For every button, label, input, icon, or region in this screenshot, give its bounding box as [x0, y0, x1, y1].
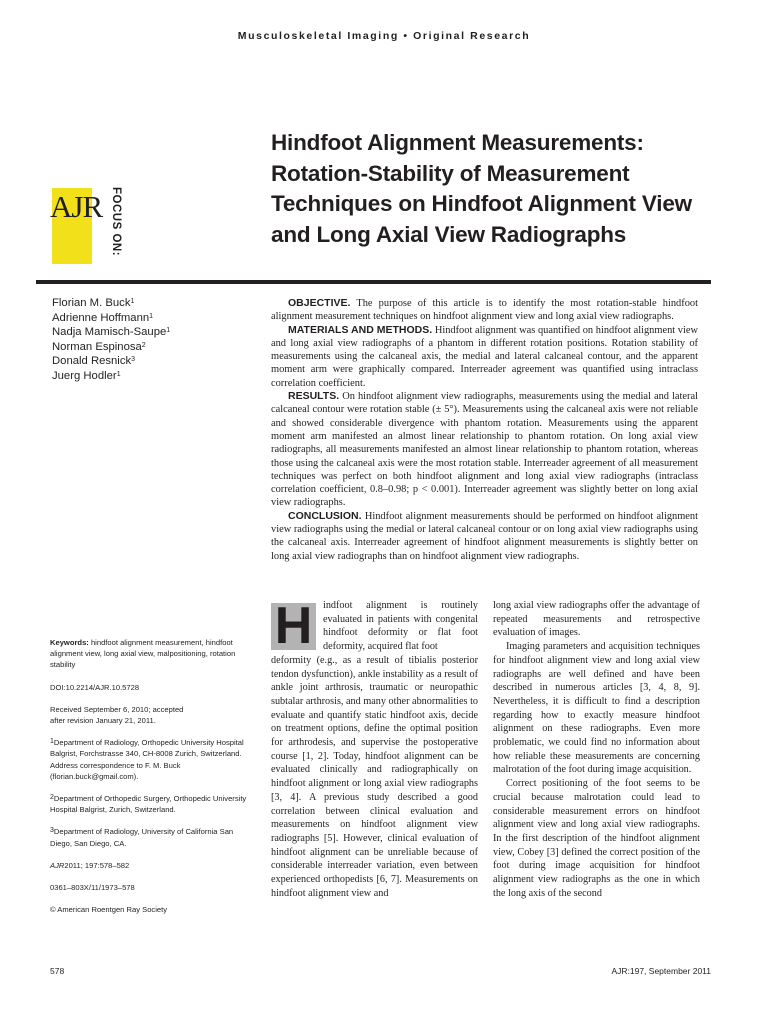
- abstract-text: The purpose of this article is to identify the most rotation-stable hindfoot alignment measurement techniques on hindfoot alignment view and long axial view radiographs.: [271, 298, 698, 323]
- keywords-text: hindfoot alignment measurement, hindfoot alignment view, long axial view, malpositioning, rotation stability: [50, 638, 236, 670]
- body-column-2: [493, 599, 700, 900]
- abstract-text: On hindfoot alignment view radiographs, measurements using the medial and lateral calcaneal contour were rotation stable (± 5°). Measurements using the calcaneal axis were not reliable and showed considerable divergence with phantom rotation. Measurements using the apparent moment arm manifested an almost linear relationship to phantom rotation. On long axial view radiographs, all measurements manifested an almost linear relationship to phantom rotation, whereas those using the calcaneal axis were the most rotation stable. Interreader agreement of all measurement techniques was perfect on both hindfoot alignment and long axial view radiographs (intraclass correlation coefficient, 0.8–0.98; p < 0.001). Interreader agreement was slightly better on long axial view radiographs.: [271, 391, 698, 509]
- affiliation-number: 2: [50, 794, 54, 802]
- citation-details: 2011; 197:578–582: [64, 860, 130, 870]
- body-paragraph: Correct positioning of the foot seems to be crucial because malrotation could lead to considerable measurement errors on hindfoot alignment view and long axial view radiographs. In the first description of the hindfoot alignment view, Cobey [3] defined the correct position of the foot during image acquisition for hindfoot alignment view radiographs as the one in which the long axis of the second: [493, 778, 700, 899]
- abstract-heading: OBJECTIVE.: [288, 297, 351, 309]
- body-paragraph: deformity (e.g., as a result of tibialis posterior tendon dysfunction), ankle instability as a result of ankle joint arthrosis, traumatic or neuropathic subtalar arthrosis, and many other abnormalities to evaluate and quantify static hindfoot axis, decide on treatment options, define the optimal position for arthrodesis, and supervise the postoperative course [1, 2]. Today, hindfoot alignment can be evaluated clinically and radiographically on hindfoot alignment or long axial view radiographs [3, 4]. A previous study described a good correlation between clinical evaluation and measurements on hindfoot alignment view radiographs [5]. However, clinical evaluation of hindfoot alignment can be unreliable because of considerable interreader variation, even between experienced orthopedists [6, 7]. Measurements on hindfoot alignment view and: [271, 654, 478, 899]
- article-title: Hindfoot Alignment Measurements: Rotation-Stability of Measurement Techniques on Hindfoot Alignment View and Long Axial View Radiographs: [271, 130, 692, 247]
- received-dates: [50, 704, 250, 726]
- page-number: 578: [50, 966, 65, 976]
- abstract-heading: RESULTS.: [288, 390, 340, 403]
- author-list: [52, 296, 252, 383]
- body-lead-paragraph: indfoot alignment is routinely evaluated in patients with congenital hindfoot deformity or flat foot deformity, acquired flat foot: [323, 600, 478, 653]
- citation: [50, 860, 250, 871]
- author-affiliation: 1: [149, 312, 154, 320]
- abstract-heading: MATERIALS AND METHODS.: [288, 323, 433, 336]
- author-affiliation: 1: [130, 298, 135, 305]
- affiliation-number: 1: [50, 738, 54, 746]
- doi: DOI:10.2214/AJR.10.5728: [50, 682, 140, 692]
- author-name: Florian M. Buck: [52, 297, 131, 309]
- abstract-text: Hindfoot alignment measurements should be performed on hindfoot alignment view radiographs using the medial or lateral calcaneal contour or on long axial view radiographs using the calcaneal axis. Interreader agreement of hindfoot alignment measurements is slightly better on long axial view radiographs than on hindfoot alignment view radiographs.: [271, 510, 698, 562]
- author-affiliation: 2: [141, 341, 146, 349]
- abstract-methods: [271, 324, 698, 390]
- affiliation-number: 3: [50, 827, 54, 835]
- affiliation-text: Department of Radiology, University of California San Diego, San Diego, CA.: [50, 827, 234, 848]
- author-affiliation: 1: [166, 327, 171, 334]
- citation-journal: AJR: [50, 860, 65, 870]
- abstract-heading: CONCLUSION.: [288, 509, 362, 522]
- journal-issue: AJR:197, September 2011: [611, 966, 711, 976]
- title-rule: [36, 280, 711, 284]
- author-affiliation: 1: [116, 370, 121, 378]
- copyright: © American Roentgen Ray Society: [50, 905, 168, 915]
- section-header: Musculoskeletal Imaging • Original Research: [237, 30, 531, 42]
- drop-cap: H: [271, 603, 316, 650]
- ajr-focus-logo: [52, 187, 122, 265]
- keywords: [50, 637, 250, 671]
- abstract-results: [271, 390, 698, 510]
- abstract-conclusion: [271, 510, 698, 563]
- author: [52, 296, 252, 311]
- author-name: Donald Resnick: [52, 355, 132, 367]
- received-line: Received September 6, 2010; accepted: [50, 704, 184, 714]
- revised-line: after revision January 21, 2011.: [50, 716, 156, 726]
- article-metadata: [50, 637, 250, 926]
- abstract-text: Hindfoot alignment was quantified on hindfoot alignment view and long axial view radiographs of a phantom in different rotation positions. Rotation stability of measurements using the calcaneal axis, the medial and lateral calcaneal contour, and the apparent moment arm were graphically compared. Interreader agreement was quantified using intraclass correlation coefficient.: [271, 324, 698, 389]
- keywords-label: Keywords:: [50, 638, 89, 647]
- author: [52, 369, 252, 384]
- logo-ajr-text: AJR: [50, 189, 103, 224]
- affiliation-1: [50, 737, 250, 782]
- abstract: [271, 297, 698, 563]
- author-name: Nadja Mamisch-Saupe: [52, 326, 167, 338]
- author-name: Norman Espinosa: [52, 340, 142, 353]
- issn: 0361–803X/11/1973–578: [50, 883, 135, 893]
- author-name: Adrienne Hoffmann: [52, 311, 150, 324]
- author: [52, 354, 252, 369]
- affiliation-3: [50, 826, 250, 848]
- body-column-1: [271, 599, 478, 900]
- author-affiliation: 3: [131, 356, 136, 363]
- author-name: Juerg Hodler: [52, 369, 117, 382]
- affiliation-text: Department of Orthopedic Surgery, Orthopedic University Hospital Balgrist, Zurich, Switzerland.: [50, 794, 247, 815]
- author: [52, 311, 252, 326]
- author: [52, 325, 252, 340]
- author: [52, 340, 252, 355]
- affiliation-2: [50, 793, 250, 815]
- abstract-objective: [271, 297, 698, 324]
- body-paragraph: long axial view radiographs offer the advantage of repeated measurements and retrospective evaluation of images.: [493, 600, 700, 639]
- body-paragraph: Imaging parameters and acquisition techniques for hindfoot alignment view and long axial view radiographs are well defined and have been described in numerous articles [3, 4, 8, 9]. Nevertheless, it is difficult to find a description regarding how to exactly measure hindfoot alignment on these radiographs. Even more problematic, we could find no information about how reliable these measurements are concerning malrotation of the foot during image acquisition.: [493, 641, 700, 776]
- affiliation-text: Department of Radiology, Orthopedic University Hospital Balgrist, Forchstrasse 340, CH-8008 Zurich, Switzerland. Address correspondence to F. M. Buck (florian.buck@gmail.com).: [50, 738, 244, 781]
- logo-focus-text: FOCUS ON:: [110, 187, 122, 257]
